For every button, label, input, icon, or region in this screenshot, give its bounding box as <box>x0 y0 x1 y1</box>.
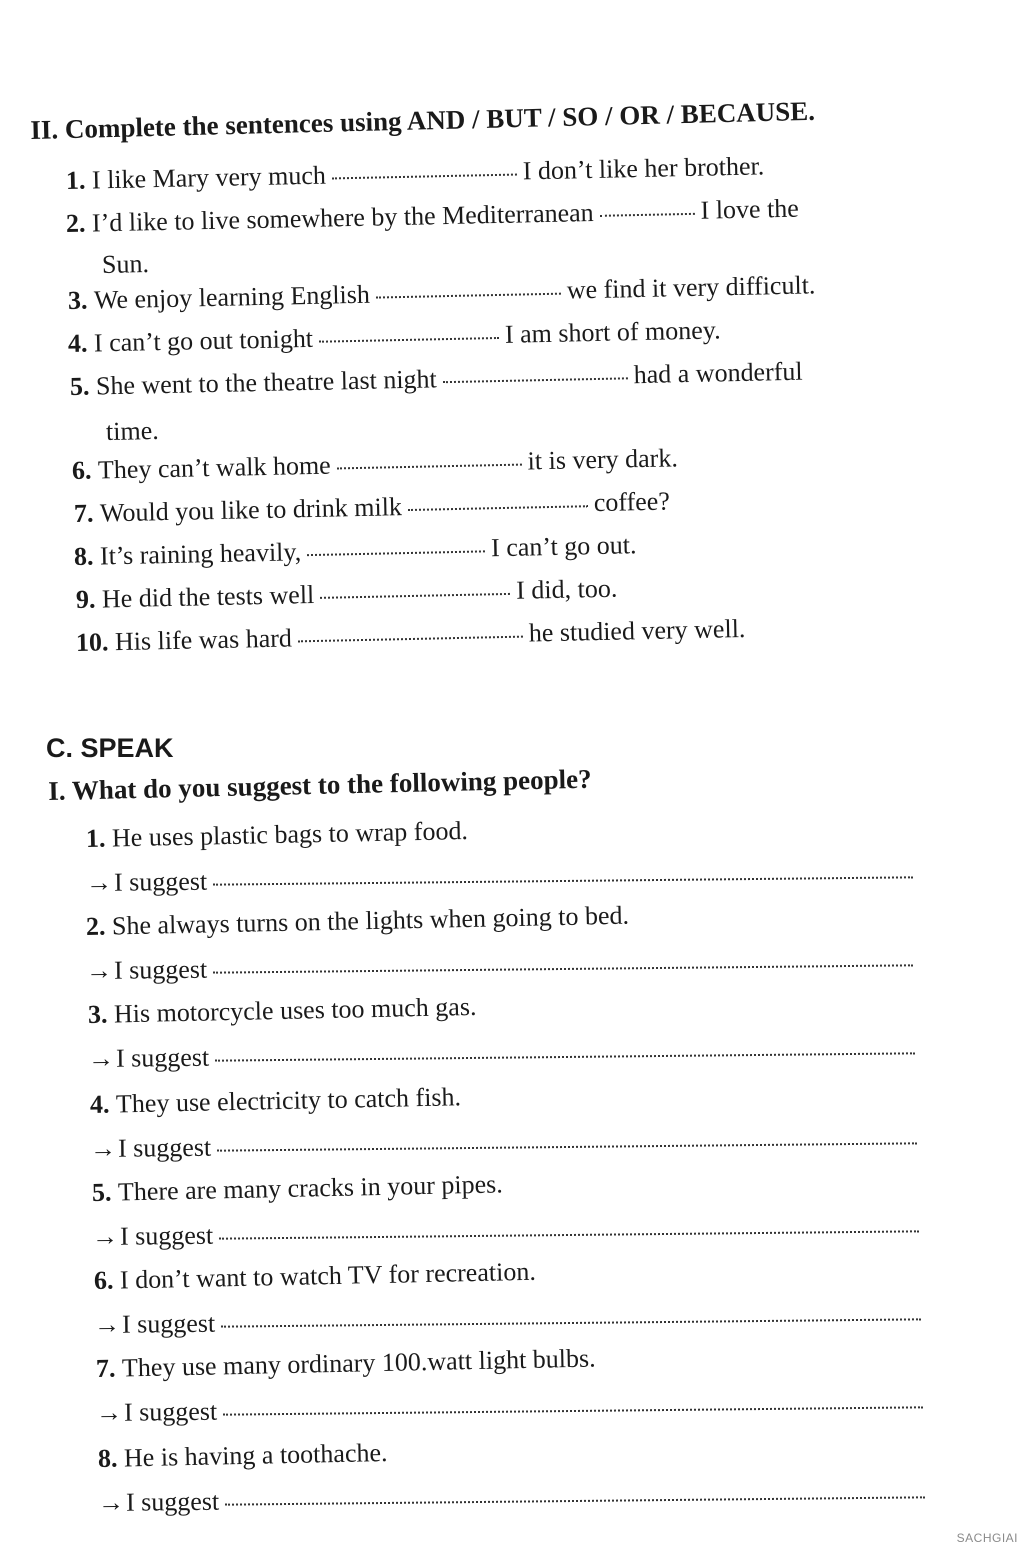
suggest-label: I suggest <box>121 1308 216 1339</box>
sentence-end: I can’t go out. <box>490 530 637 563</box>
item-number: 8. <box>73 541 94 571</box>
sentence-end: had a wonderful <box>633 356 803 390</box>
prompt-text: He is having a toothache. <box>123 1437 388 1473</box>
sentence-end: I did, too. <box>515 573 618 605</box>
sentence-start: I like Mary very much <box>91 160 327 195</box>
answer-blank[interactable] <box>221 1317 921 1327</box>
arrow-icon: → <box>85 955 113 985</box>
suggest-label: I suggest <box>119 1220 214 1251</box>
answer-blank[interactable] <box>213 963 913 973</box>
ex2-item-7 <box>74 487 670 529</box>
item-number: 1. <box>65 165 86 195</box>
sentence-end: it is very dark. <box>527 443 679 476</box>
item-number: 1. <box>85 823 106 853</box>
arrow-icon: → <box>93 1309 121 1339</box>
sentence-start: His life was hard <box>114 623 293 657</box>
item-number: 5. <box>91 1177 112 1207</box>
item-number: 3. <box>67 285 88 315</box>
sentence-start: I’d like to live somewhere by the Mediterranean <box>91 197 594 238</box>
sentence-start: It’s raining heavily, <box>99 537 302 571</box>
answer-blank[interactable] <box>319 336 499 343</box>
suggest-label: I suggest <box>117 1132 212 1163</box>
answer-blank[interactable] <box>213 875 913 885</box>
answer-blank[interactable] <box>337 463 522 470</box>
sentence-end: I love the <box>700 193 800 225</box>
prompt-text: His motorcycle uses too much gas. <box>113 991 477 1029</box>
ex2-item-2-continuation: Sun. <box>101 249 150 279</box>
suggest-line-1 <box>86 859 919 898</box>
sentence-start: We enjoy learning English <box>93 279 371 315</box>
sentence-start: Would you like to drink milk <box>99 492 403 528</box>
item-number: 6. <box>93 1265 114 1295</box>
suggest-line-4 <box>90 1125 923 1164</box>
arrow-icon: → <box>97 1487 125 1517</box>
suggest-line-5 <box>92 1213 925 1252</box>
prompt-text: They use electricity to catch fish. <box>115 1082 462 1119</box>
answer-blank[interactable] <box>219 1229 919 1239</box>
arrow-icon: → <box>91 1221 119 1251</box>
suggest-line-6 <box>94 1301 927 1340</box>
prompt-text: She always turns on the lights when going to bed. <box>111 900 630 941</box>
ex2-item-4 <box>68 315 721 359</box>
speak-item-3 <box>88 992 477 1030</box>
speak-item-5 <box>92 1169 503 1208</box>
sentence-start: They can’t walk home <box>97 450 331 485</box>
sentence-start: I can’t go out tonight <box>93 323 314 358</box>
item-number: 4. <box>89 1089 110 1119</box>
ex2-item-10 <box>76 614 746 658</box>
sentence-start: She went to the theatre last night <box>95 364 438 401</box>
arrow-icon: → <box>87 1043 115 1073</box>
speak-item-6 <box>94 1257 536 1296</box>
ex2-item-6 <box>72 443 678 486</box>
speak-question-title: I. What do you suggest to the following people? <box>48 763 592 806</box>
item-number: 9. <box>75 584 96 614</box>
answer-blank[interactable] <box>225 1495 925 1505</box>
suggest-label: I suggest <box>115 1042 210 1073</box>
answer-blank[interactable] <box>215 1051 915 1061</box>
answer-blank[interactable] <box>223 1405 923 1415</box>
arrow-icon: → <box>85 867 113 897</box>
sentence-end: we find it very difficult. <box>566 270 816 305</box>
section-heading: C. SPEAK <box>46 733 174 763</box>
item-number: 2. <box>65 208 86 238</box>
sentence-start: He did the tests well <box>101 580 315 614</box>
suggest-label: I suggest <box>123 1396 218 1427</box>
item-number: 7. <box>95 1353 116 1383</box>
item-number: 6. <box>71 455 92 485</box>
item-number: 10. <box>75 627 109 657</box>
item-number: 4. <box>67 328 88 358</box>
suggest-line-2 <box>86 947 919 986</box>
arrow-icon: → <box>89 1133 117 1163</box>
answer-blank[interactable] <box>298 635 523 643</box>
sentence-end: I am short of money. <box>504 315 721 349</box>
suggest-line-3 <box>88 1035 921 1074</box>
item-number: 5. <box>69 371 90 401</box>
item-number: 7. <box>73 498 94 528</box>
sentence-end: coffee? <box>593 486 671 518</box>
sentence-end: he studied very well. <box>528 613 746 648</box>
item-number: 3. <box>87 999 108 1029</box>
suggest-line-8 <box>98 1479 931 1518</box>
answer-blank[interactable] <box>307 549 485 556</box>
answer-blank[interactable] <box>600 212 695 217</box>
speak-item-2 <box>86 901 630 942</box>
prompt-text: I don’t want to watch TV for recreation. <box>119 1256 537 1295</box>
answer-blank[interactable] <box>320 592 510 599</box>
answer-blank[interactable] <box>332 173 517 180</box>
prompt-text: They use many ordinary 100.watt light bulbs. <box>121 1343 596 1383</box>
speak-item-7 <box>96 1344 596 1384</box>
speak-item-8 <box>98 1438 388 1474</box>
ex2-item-3 <box>68 270 816 316</box>
speak-item-4 <box>90 1082 462 1120</box>
suggest-label: I suggest <box>125 1486 220 1517</box>
ex2-item-9 <box>76 574 618 615</box>
suggest-label: I suggest <box>113 954 208 985</box>
watermark: SACHGIAI <box>956 1531 1018 1545</box>
speak-item-1 <box>86 816 469 854</box>
item-number: 8. <box>97 1443 118 1473</box>
ex2-item-1 <box>66 151 765 196</box>
ex2-item-8 <box>74 530 637 572</box>
prompt-text: There are many cracks in your pipes. <box>117 1169 503 1207</box>
sentence-end: I don’t like her brother. <box>522 151 765 186</box>
suggest-line-7 <box>96 1389 929 1428</box>
answer-blank[interactable] <box>217 1141 917 1151</box>
ex2-item-2 <box>66 194 799 239</box>
ex2-item-5 <box>70 357 803 402</box>
suggest-label: I suggest <box>113 866 208 897</box>
ex2-item-5-continuation: time. <box>105 415 160 446</box>
answer-blank[interactable] <box>408 504 588 511</box>
answer-blank[interactable] <box>443 376 628 383</box>
item-number: 2. <box>85 911 106 941</box>
arrow-icon: → <box>95 1397 123 1427</box>
exercise-2-title: II. Complete the sentences using AND / BUT / SO / OR / BECAUSE. <box>30 95 816 145</box>
answer-blank[interactable] <box>376 292 561 299</box>
prompt-text: He uses plastic bags to wrap food. <box>111 816 469 853</box>
